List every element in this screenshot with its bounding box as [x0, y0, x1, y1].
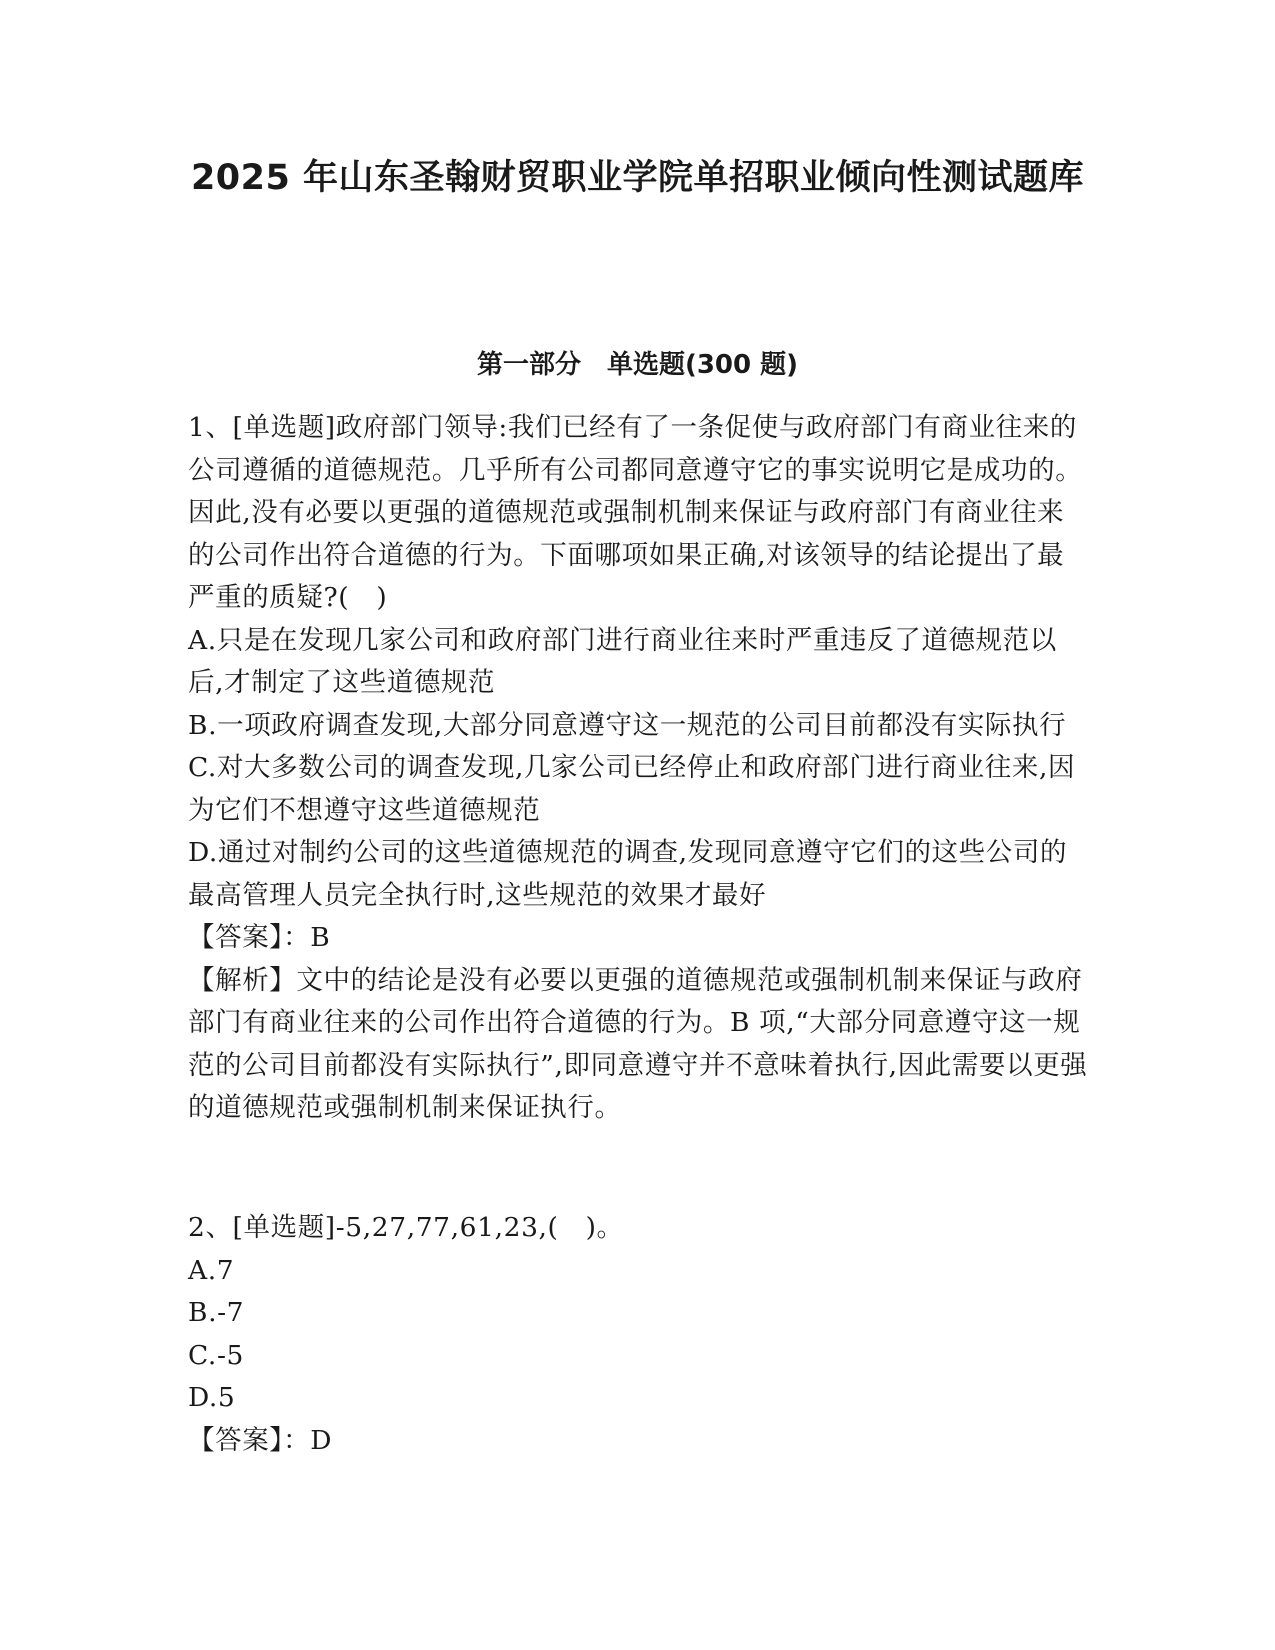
answer: 【答案】：B	[188, 922, 331, 953]
question-stem: 2、[单选题]-5,27,77,61,23,( )。	[188, 1212, 624, 1243]
answer: 【答案】：D	[188, 1424, 333, 1456]
option-d: D.5	[188, 1382, 236, 1413]
option-a: A.只是在发现几家公司和政府部门进行商业往来时严重违反了道德规范以后,才制定了这些道德规范	[188, 624, 1057, 698]
option-d: D.通过对制约公司的这些道德规范的调查,发现同意遵守它们的这些公司的最高管理人员完全执行时,这些规范的效果才最好	[188, 837, 1068, 911]
option-c: C.-5	[188, 1339, 244, 1371]
analysis: 【解析】文中的结论是没有必要以更强的道德规范或强制机制来保证与政府部门有商业往来的公司作出符合道德的行为。B 项,“大部分同意遵守这一规范的公司目前都没有实际执行”,即同意遵守并不意味着执行,因此需要以更强的道德规范或强制机制来保证执行。	[188, 964, 1088, 1123]
document-title: 2025 年山东圣翰财贸职业学院单招职业倾向性测试题库	[190, 158, 1085, 198]
section-heading: 第一部分 单选题(300 题)	[476, 350, 799, 380]
option-b: B.-7	[188, 1297, 245, 1328]
question-stem: 1、[单选题]政府部门领导:我们已经有了一条促使与政府部门有商业往来的公司遵循的道德规范。几乎所有公司都同意遵守它的事实说明它是成功的。因此,没有必要以更强的道德规范或强制机制来保证与政府部门有商业往来的公司作出符合道德的行为。下面哪项如果正确,对该领导的结论提出了最严重的质疑?( )	[188, 412, 1083, 613]
question-2	[188, 1207, 1088, 1462]
option-a: A.7	[188, 1254, 235, 1286]
option-b: B.一项政府调查发现,大部分同意遵守这一规范的公司目前都没有实际执行	[188, 709, 1067, 741]
option-c: C.对大多数公司的调查发现,几家公司已经停止和政府部门进行商业往来,因为它们不想遵守这些道德规范	[188, 752, 1076, 826]
question-1	[188, 407, 1088, 1130]
